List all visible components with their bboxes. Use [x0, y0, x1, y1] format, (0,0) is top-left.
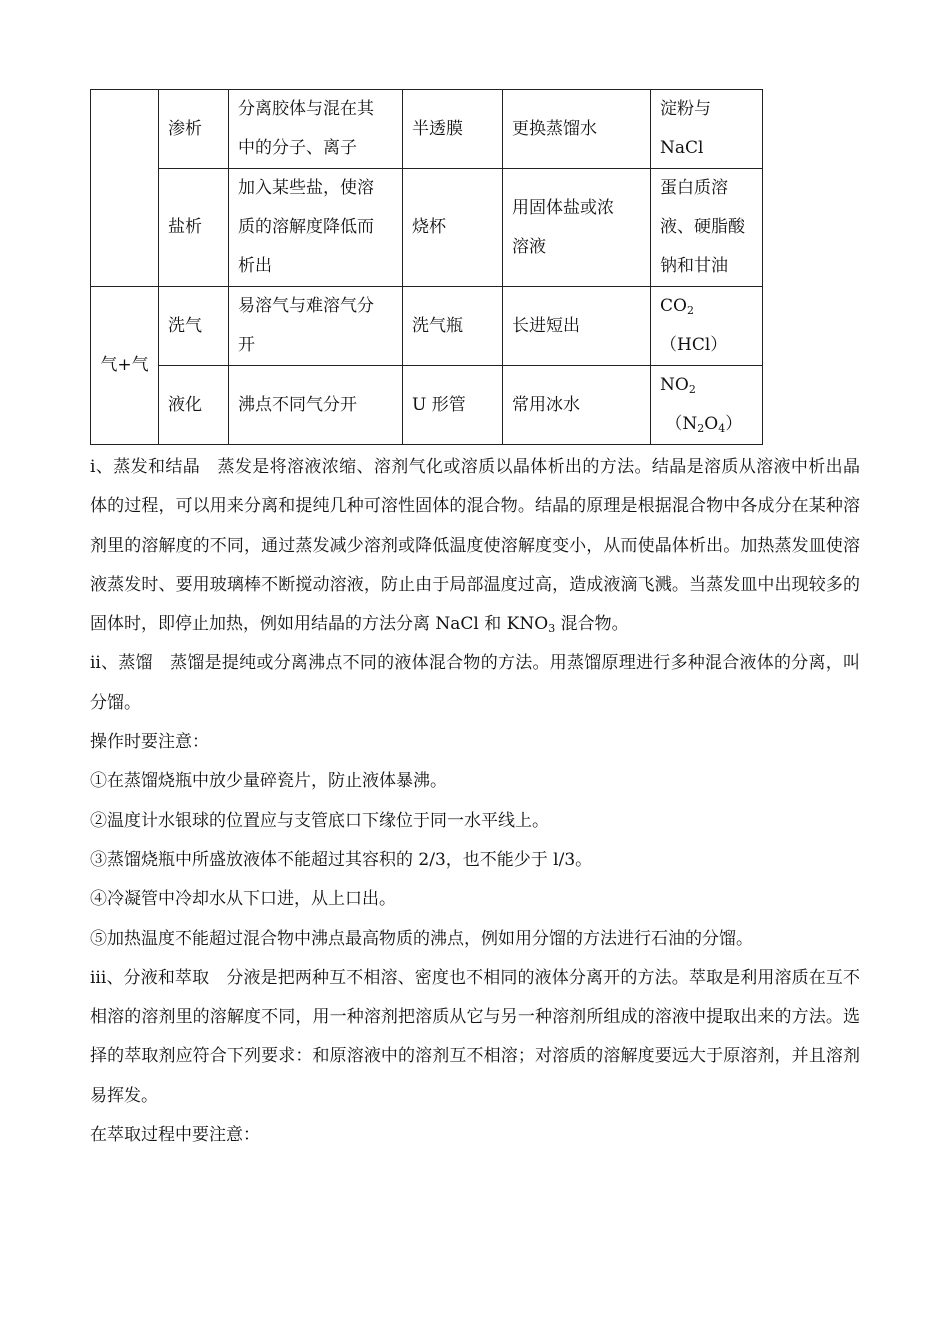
list-item: ③蒸馏烧瓶中所盛放液体不能超过其容积的 2/3，也不能少于 l/3。: [90, 849, 593, 870]
method-cell: 渗析: [159, 90, 229, 169]
apparatus-cell: 烧杯: [403, 169, 503, 287]
body-text: [90, 448, 860, 1155]
paragraph-notes-heading: 操作时要注意：: [90, 732, 209, 753]
paragraph-extraction: iii、分液和萃取 分液是把两种互不相溶、密度也不相同的液体分离开的方法。萃取是利用溶质在互不相溶的溶剂里的溶解度不同，用一种溶剂把溶质从它与另一种溶剂所组成的溶液中提取出来的方法。选择的萃取剂应符合下列要求：和原溶液中的溶剂互不相溶；对溶质的溶解度要远大于原溶剂，并且溶剂易挥发。: [90, 967, 860, 1106]
paragraph-extraction-notes: 在萃取过程中要注意：: [90, 1125, 260, 1146]
apparatus-cell: U 形管: [403, 366, 503, 445]
note-cell: 长进短出: [503, 287, 651, 366]
principle-cell: 沸点不同气分开: [229, 366, 403, 445]
principle-cell: 分离胶体与混在其 中的分子、离子: [229, 90, 403, 169]
table-row: [91, 287, 763, 366]
separation-methods-table: [90, 89, 763, 445]
example-cell: 蛋白质溶 液、硬脂酸 钠和甘油: [651, 169, 763, 287]
principle-cell: 易溶气与难溶气分 开: [229, 287, 403, 366]
table-row: [91, 366, 763, 445]
principle-cell: 加入某些盐，使溶 质的溶解度降低而 析出: [229, 169, 403, 287]
note-cell: 常用冰水: [503, 366, 651, 445]
example-cell: $CO_2(HCl)$: [651, 287, 763, 366]
note-cell: 更换蒸馏水: [503, 90, 651, 169]
paragraph-evaporation: i、蒸发和结晶 蒸发是将溶液浓缩、溶剂气化或溶质以晶体析出的方法。结晶是溶质从溶液中析出晶体的过程，可以用来分离和提纯几种可溶性固体的混合物。结晶的原理是根据混合物中各成分在某种溶剂里的溶解度的不同，通过蒸发减少溶剂或降低温度使溶解度变小，从而使晶体析出。加热蒸发皿使溶液蒸发时、要用玻璃棒不断搅动溶液，防止由于局部温度过高，造成液滴飞溅。当蒸发皿中出现较多的固体时，即停止加热，例如用结晶的方法分离 NaCl 和 $KNO_3$ 混合物。: [90, 457, 860, 636]
apparatus-cell: 半透膜: [403, 90, 503, 169]
category-cell: 气+气: [91, 287, 159, 445]
example-cell: $NO_2$ $(N_2O_4)$: [651, 366, 763, 445]
example-cell: 淀粉与 NaCl: [651, 90, 763, 169]
list-item: ①在蒸馏烧瓶中放少量碎瓷片，防止液体暴沸。: [90, 771, 447, 792]
category-cell-empty: [91, 90, 159, 287]
list-item: ⑤加热温度不能超过混合物中沸点最高物质的沸点，例如用分馏的方法进行石油的分馏。: [90, 928, 753, 949]
table-row: [91, 169, 763, 287]
list-item: ④冷凝管中冷却水从下口进，从上口出。: [90, 889, 396, 910]
method-cell: 洗气: [159, 287, 229, 366]
apparatus-cell: 洗气瓶: [403, 287, 503, 366]
method-cell: 液化: [159, 366, 229, 445]
table-row: [91, 90, 763, 169]
method-cell: 盐析: [159, 169, 229, 287]
list-item: ②温度计水银球的位置应与支管底口下缘位于同一水平线上。: [90, 810, 549, 831]
paragraph-distillation: ii、蒸馏 蒸馏是提纯或分离沸点不同的液体混合物的方法。用蒸馏原理进行多种混合液体的分离，叫分馏。: [90, 653, 860, 713]
note-cell: 用固体盐或浓 溶液: [503, 169, 651, 287]
